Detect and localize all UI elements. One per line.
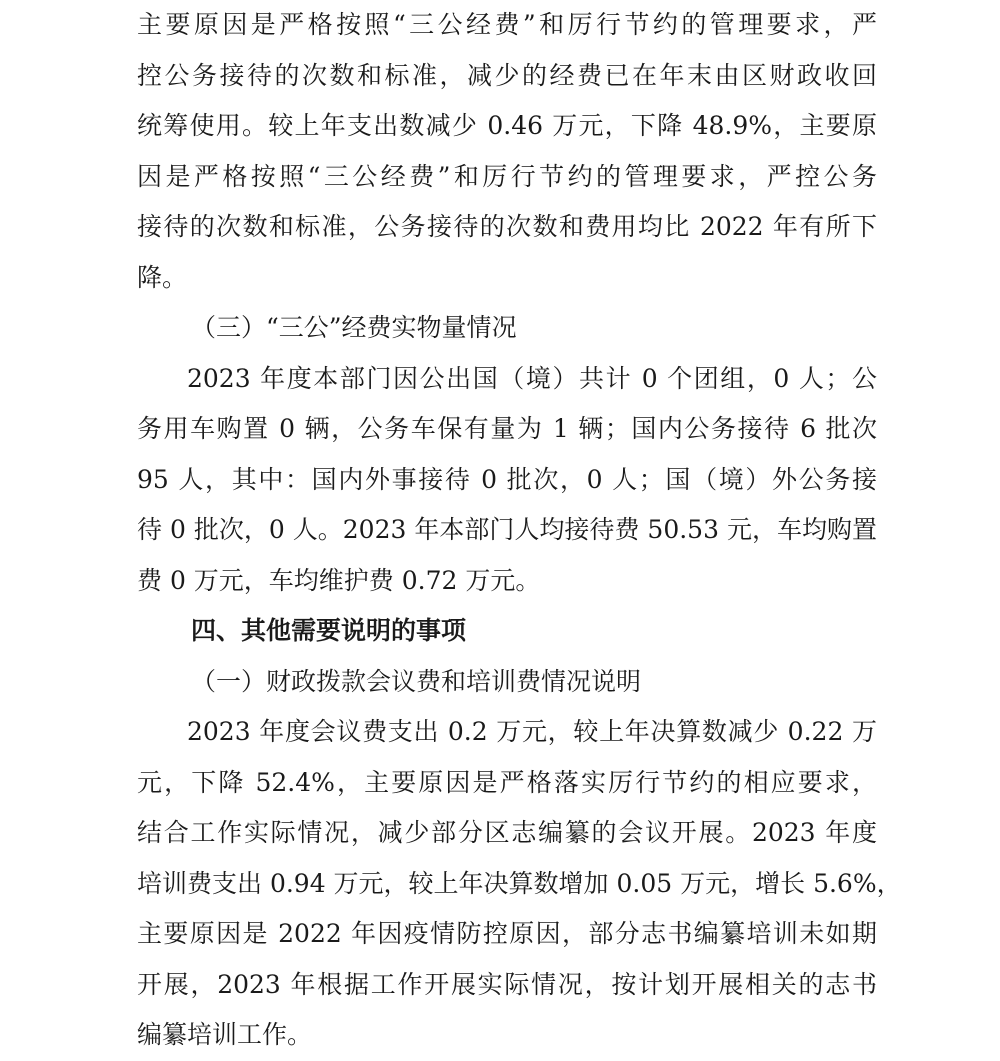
text-line: 降。	[137, 262, 188, 292]
text-line: 接待的次数和标准，公务接待的次数和费用均比 2022 年有所下	[137, 212, 877, 241]
section-heading-4	[137, 606, 877, 657]
subsection-heading-4-1	[137, 657, 877, 708]
text-line: 元，下降 52.4%，主要原因是严格落实厉行节约的相应要求，	[137, 767, 877, 797]
section-heading-3	[137, 303, 877, 354]
text-line: 开展，2023 年根据工作开展实际情况，按计划开展相关的志书	[137, 969, 877, 999]
text-line: 待 0 批次，0 人。2023 年本部门人均接待费 50.53 元，车均购置	[137, 515, 877, 544]
heading-text: （三）“三公”经费实物量情况	[191, 313, 517, 342]
text-line: 统筹使用。较上年支出数减少 0.46 万元，下降 48.9%，主要原	[137, 111, 877, 140]
heading-text: （一）财政拨款会议费和培训费情况说明	[191, 666, 642, 696]
heading-text: 四、其他需要说明的事项	[191, 616, 467, 645]
text-line: 培训费支出 0.94 万元，较上年决算数增加 0.05 万元，增长 5.6%，	[137, 868, 902, 898]
text-line: 2023 年度会议费支出 0.2 万元，较上年决算数减少 0.22 万	[187, 717, 877, 746]
text-line: 主要原因是严格按照“三公经费”和厉行节约的管理要求，严	[137, 10, 877, 39]
text-line: 95 人，其中：国内外事接待 0 批次，0 人；国（境）外公务接	[137, 464, 877, 494]
text-line: 控公务接待的次数和标准，减少的经费已在年末由区财政收回	[137, 60, 877, 90]
text-line: 务用车购置 0 辆，公务车保有量为 1 辆；国内公务接待 6 批次	[137, 414, 877, 443]
paragraph-physical-quantities	[137, 354, 877, 607]
text-line: 结合工作实际情况，减少部分区志编纂的会议开展。2023 年度	[137, 818, 877, 847]
document-page	[137, 0, 902, 1061]
paragraph-meeting-training-fees	[137, 707, 902, 1061]
text-line: 费 0 万元，车均维护费 0.72 万元。	[137, 565, 541, 595]
paragraph-reception-explanation	[137, 0, 877, 303]
text-line: 2023 年度本部门因公出国（境）共计 0 个团组，0 人；公	[187, 363, 877, 393]
text-line: 主要原因是 2022 年因疫情防控原因，部分志书编纂培训未如期	[137, 919, 877, 948]
text-line: 编纂培训工作。	[137, 1020, 313, 1049]
text-line: 因是严格按照“三公经费”和厉行节约的管理要求，严控公务	[137, 161, 877, 191]
